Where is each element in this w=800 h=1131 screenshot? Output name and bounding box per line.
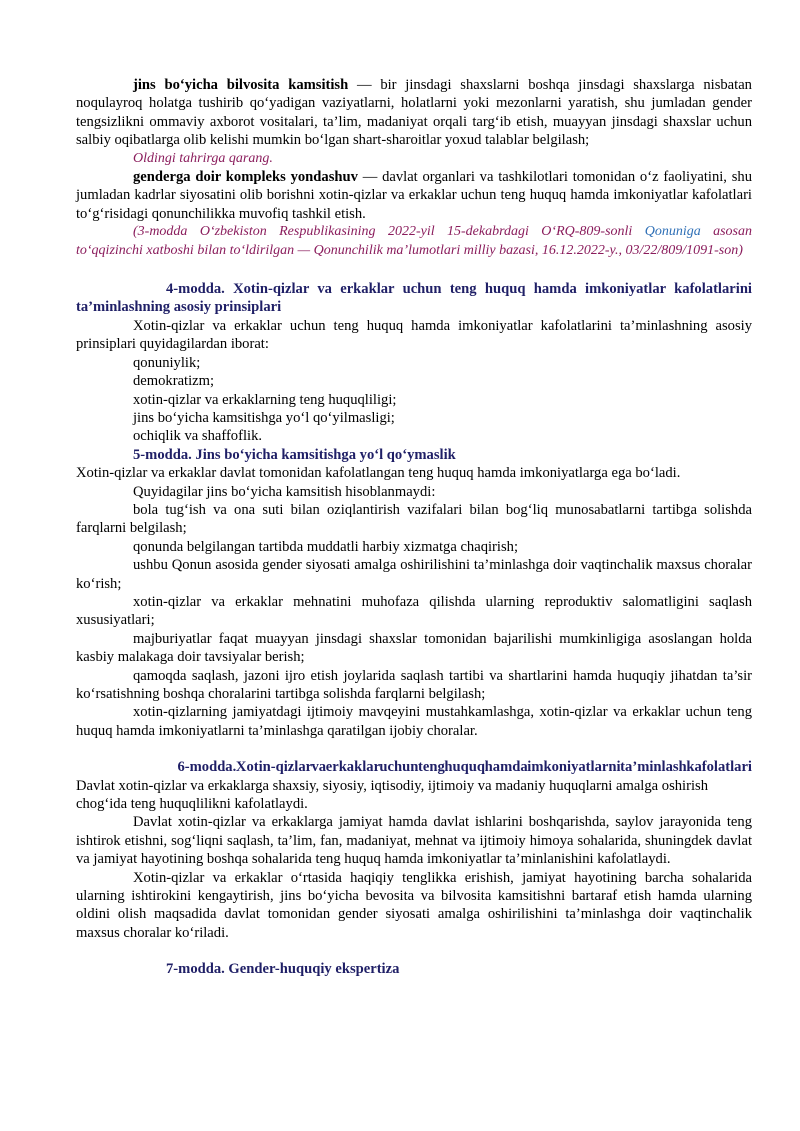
article-6-title: 6-modda. Xotin-qizlar va erkaklar uchun teng huquq hamda imkoniyatlarni ta’minlash kafolatlari [177,759,752,776]
list-item: ochiqlik va shaffoflik. [133,428,263,445]
list-item: jins bo‘yicha kamsitishga yo‘l qo‘yilmasligi; [133,409,395,426]
article-7-title: 7-modda. Gender-huquqiy ekspertiza [166,961,400,978]
article-6-paragraph: Xotin-qizlar va erkaklar o‘rtasida haqiqiy tenglikka erishish, jamiyat hayotining barcha sohalarida ularning ishtirokini kengaytirish, jins bo‘yicha bevosita va bilvosita kamsitishni bartaraf etish hamda ularning oldini olish maqsadida davlat tomonidan gender siyosati amalga oshirilishini ta’minlashga doir vaqtinchalik maxsus choralar ko‘riladi. [76,869,752,941]
amendment-note: (3-modda O‘zbekiston Respublikasining 2022-yil 15-dekabrdagi O‘RQ-809-sonli Qonuniga asosan to‘qqizinchi xatboshi bilan to‘ldirilgan — Qonunchilik ma’lumotlari milliy bazasi, 16.12.2022-y., 03/22/809/1091-son) [76,224,752,258]
list-item: demokratizm; [133,373,215,390]
article-5-title: 5-modda. Jins bo‘yicha kamsitishga yo‘l qo‘ymaslik [133,446,456,463]
list-item: xotin-qizlar va erkaklarning teng huquqliligi; [133,391,397,408]
definition-indirect-discrimination: jins bo‘yicha bilvosita kamsitish — bir jinsdagi shaxslarni boshqa jinsdagi shaxslarga nisbatan noqulayroq holatga tushirib qo‘yadigan vaziyatlarni, holatlarni yoki mezonlarni yaratish, shu jumladan gender tengsizlikni ommaviy axborot vositalari, ta’lim, madaniyat orqali targ‘ib etish, muayyan jinsdagi shaxslar uchun salbiy oqibatlarga olib kelishi mumkin bo‘lgan shart-sharoitlar yoxud talablar belgilash; [76,77,752,149]
list-item: xotin-qizlar va erkaklar mehnatini muhofaza qilishda ularning reproduktiv salomatligini saqlash xususiyatlari; [76,593,752,629]
list-item: ushbu Qonun asosida gender siyosati amalga oshirilishini ta’minlashga doir vaqtinchalik maxsus choralar ko‘rish; [76,557,752,592]
list-item: majburiyatlar faqat muayyan jinsdagi shaxslar tomonidan bajarilishi mumkinligiga asoslangan holda kasbiy malakaga doir tavsiyalar berish; [76,630,752,666]
list-item: bola tug‘ish va ona suti bilan oziqlantirish vazifalari bilan bog‘liq munosabatlarni tartibga solishda farqlarni belgilash; [76,501,752,537]
list-item: qonuniylik; [133,354,201,371]
law-link[interactable]: Qonuniga [644,224,701,240]
article-6-paragraph: Davlat xotin-qizlar va erkaklarga shaxsiy, siyosiy, iqtisodiy, ijtimoiy va madaniy huquqlarni amalga oshirish chog‘ida teng huquqlilikni kafolatlaydi. [76,777,708,813]
previous-edition-link[interactable]: Oldingi tahrirga qarang. [133,150,273,166]
article-4-title: 4-modda. Xotin-qizlar va erkaklar uchun teng huquq hamda imkoniyatlar kafolatlarini ta’minlashning asosiy prinsiplari [76,281,752,316]
article-5-lead: Quyidagilar jins bo‘yicha kamsitish hisoblanmaydi: [133,483,436,500]
list-item: xotin-qizlarning jamiyatdagi ijtimoiy mavqeyini mustahkamlashga, xotin-qizlar va erkaklar uchun teng huquq hamda imkoniyatlarni ta’minlashga qaratilgan ijobiy choralar. [76,704,752,739]
definition-complex-approach: genderga doir kompleks yondashuv — davlat organlari va tashkilotlari tomonidan o‘z faoliyatini, shu jumladan kadrlar siyosatini olib borishni xotin-qizlar va erkaklar uchun teng huquq hamda imkoniyatlar kafolatlari to‘g‘risidagi qonunchilikka muvofiq tashkil etish. [76,169,752,222]
term-indirect-discrimination: jins bo‘yicha bilvosita kamsitish [133,77,349,93]
article-6-paragraph: Davlat xotin-qizlar va erkaklarga jamiyat hamda davlat ishlarini boshqarishda, saylov jarayonida teng ishtirok etishni, sog‘liqni saqlash, ta’lim, fan, madaniyat, mehnat va ijtimoiy himoya sohalarida, shuningdek davlat va jamiyat hayotining boshqa sohalarida teng huquq hamda imkoniyatlar ta’minlanishini kafolatlaydi. [76,814,752,868]
list-item: qonunda belgilangan tartibda muddatli harbiy xizmatga chaqirish; [133,538,519,555]
article-4-intro: Xotin-qizlar va erkaklar uchun teng huquq hamda imkoniyatlar kafolatlarini ta’minlashning asosiy prinsiplari quyidagilardan iborat: [76,317,752,353]
article-5-intro: Xotin-qizlar va erkaklar davlat tomonidan kafolatlangan teng huquq hamda imkoniyatlarga ega bo‘ladi. [76,465,681,482]
list-item: qamoqda saqlash, jazoni ijro etish joylarida saqlash tartibi va shartlarini hamda huquqiy jihatdan ta’sir ko‘rsatishning boshqa choralarini tartibga solishda farqlarni belgilash; [76,667,752,702]
term-complex-approach: genderga doir kompleks yondashuv [133,169,358,186]
